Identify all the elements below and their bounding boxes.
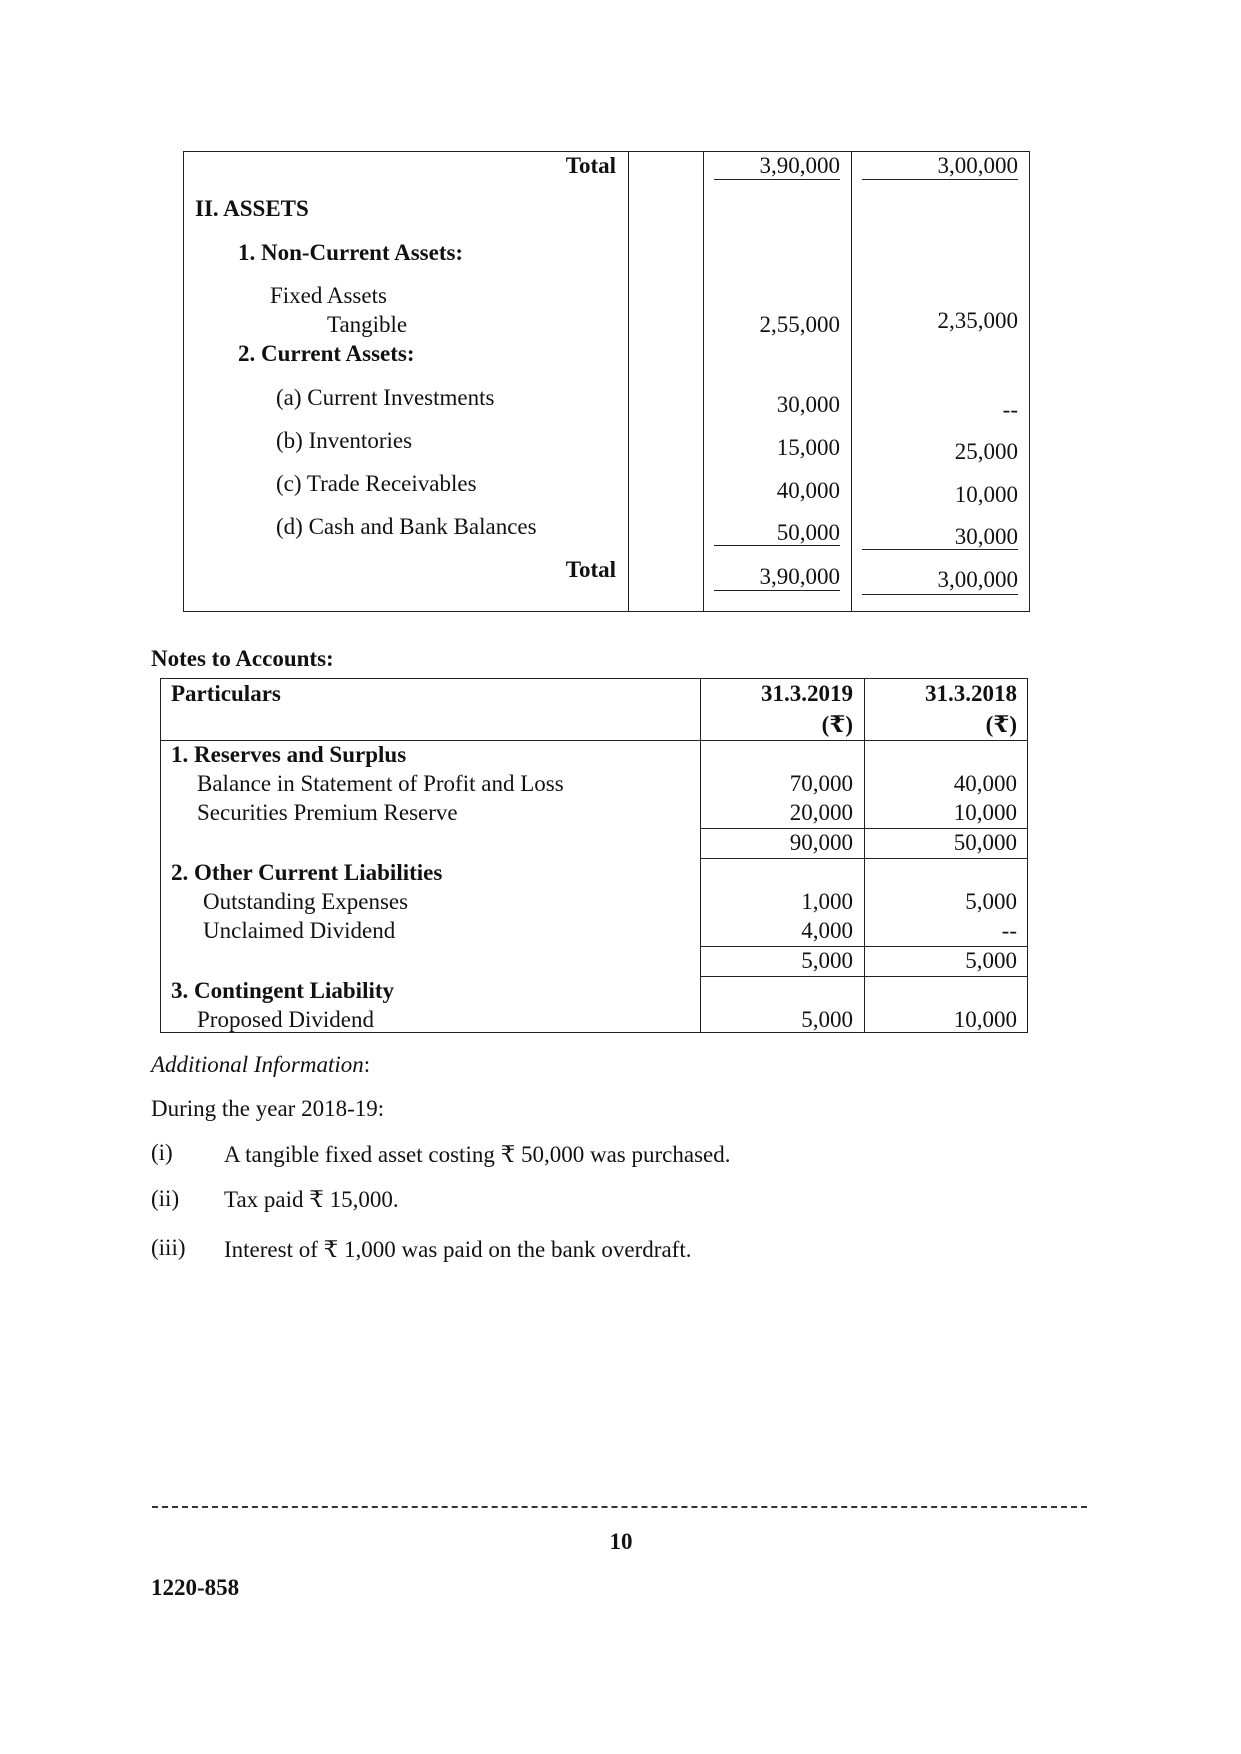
additional-heading-colon: :: [363, 1052, 371, 1077]
bs-current-item-previous: 25,000: [954, 439, 1018, 464]
bs-current-item-previous: 10,000: [954, 482, 1018, 507]
note2-total-previous: 5,000: [965, 948, 1017, 973]
additional-item-number: (i): [151, 1140, 173, 1165]
bs-fixed-assets-label: Fixed Assets: [270, 283, 387, 308]
bs-rule: [862, 549, 1018, 550]
additional-heading: [151, 1052, 370, 1078]
page-number: 10: [609, 1529, 633, 1554]
bs-bottom-total-current: 3,90,000: [759, 564, 840, 589]
note1-total-current: 90,000: [789, 830, 853, 855]
additional-item-text: Interest of ₹ 1,000 was paid on the bank overdraft.: [224, 1237, 692, 1262]
bs-current-item-previous: 30,000: [954, 524, 1018, 549]
bs-rule: [714, 590, 840, 591]
notes-header-rule: [160, 740, 1028, 741]
bs-rule: [714, 151, 840, 152]
bs-current-item-label: (c) Trade Receivables: [276, 471, 477, 496]
bs-top-total-label: Total: [565, 153, 616, 178]
additional-item-text: Tax paid ₹ 15,000.: [224, 1187, 399, 1212]
bs-top-total-previous: 3,00,000: [937, 153, 1018, 178]
note2-row-current: 4,000: [801, 918, 853, 943]
note1-row-current: 70,000: [789, 771, 853, 796]
additional-intro: During the year 2018-19:: [151, 1096, 385, 1121]
note3-row-previous: 10,000: [953, 1007, 1017, 1032]
bs-tangible-current: 2,55,000: [759, 312, 840, 337]
bs-current-item-current: 15,000: [776, 435, 840, 460]
note1-row-label: Balance in Statement of Profit and Loss: [197, 771, 564, 796]
note2-row-previous: --: [1001, 918, 1017, 943]
bs-tangible-previous: 2,35,000: [937, 308, 1018, 333]
notes-rule: [700, 858, 1028, 859]
bs-rule: [862, 179, 1018, 180]
bs-column-divider: [851, 151, 852, 612]
bs-bottom-total-label: Total: [565, 557, 616, 582]
bs-rule: [862, 151, 1018, 152]
bs-current-item-previous: --: [1002, 397, 1018, 422]
bs-current-item-label: (a) Current Investments: [276, 385, 495, 410]
notes-rule: [700, 946, 1028, 947]
note3-row-current: 5,000: [801, 1007, 853, 1032]
note1-row-previous: 40,000: [953, 771, 1017, 796]
bs-current-heading: 2. Current Assets:: [238, 341, 415, 366]
additional-heading-text: Additional Information: [151, 1052, 364, 1077]
note3-title: 3. Contingent Liability: [171, 978, 395, 1003]
additional-item-number: (iii): [151, 1235, 186, 1260]
additional-item-text: A tangible fixed asset costing ₹ 50,000 was purchased.: [224, 1142, 731, 1167]
note2-title: 2. Other Current Liabilities: [171, 860, 443, 885]
bs-top-total-current: 3,90,000: [759, 153, 840, 178]
notes-col-2019: 31.3.2019: [761, 681, 853, 706]
notes-col-particulars: Particulars: [171, 681, 281, 706]
bs-bottom-total-previous: 3,00,000: [937, 567, 1018, 592]
note1-row-current: 20,000: [789, 800, 853, 825]
notes-rule: [700, 976, 1028, 977]
notes-column-divider: [864, 678, 865, 1033]
notes-rule: [700, 828, 1028, 829]
additional-item-number: (ii): [151, 1186, 180, 1211]
footer-dashed-rule: [152, 1506, 1087, 1508]
notes-heading: Notes to Accounts:: [151, 646, 334, 671]
note2-total-current: 5,000: [801, 948, 853, 973]
bs-column-divider: [628, 151, 629, 612]
note2-row-current: 1,000: [801, 889, 853, 914]
notes-column-divider: [700, 678, 701, 1033]
bs-current-item-current: 50,000: [776, 520, 840, 545]
note1-total-previous: 50,000: [953, 830, 1017, 855]
bs-column-divider: [703, 151, 704, 612]
bs-rule: [862, 594, 1018, 595]
notes-col-2019-unit: (₹): [821, 712, 853, 737]
note2-row-previous: 5,000: [965, 889, 1017, 914]
note1-row-previous: 10,000: [953, 800, 1017, 825]
bs-rule: [714, 545, 840, 546]
bs-non-current-heading: 1. Non-Current Assets:: [238, 240, 464, 265]
bs-tangible-label: Tangible: [327, 312, 408, 337]
bs-rule: [714, 179, 840, 180]
note2-row-label: Outstanding Expenses: [203, 889, 409, 914]
note2-row-label: Unclaimed Dividend: [203, 918, 396, 943]
notes-col-2018: 31.3.2018: [925, 681, 1017, 706]
bs-current-item-current: 40,000: [776, 478, 840, 503]
bs-assets-heading: II. ASSETS: [195, 196, 309, 221]
notes-col-2018-unit: (₹): [985, 712, 1017, 737]
note1-row-label: Securities Premium Reserve: [197, 800, 458, 825]
bs-current-item-label: (d) Cash and Bank Balances: [276, 514, 537, 539]
bs-current-item-label: (b) Inventories: [276, 428, 413, 453]
bs-current-item-current: 30,000: [776, 392, 840, 417]
note3-row-label: Proposed Dividend: [197, 1007, 374, 1032]
paper-code: 1220-858: [151, 1575, 240, 1600]
note1-title: 1. Reserves and Surplus: [171, 742, 407, 767]
